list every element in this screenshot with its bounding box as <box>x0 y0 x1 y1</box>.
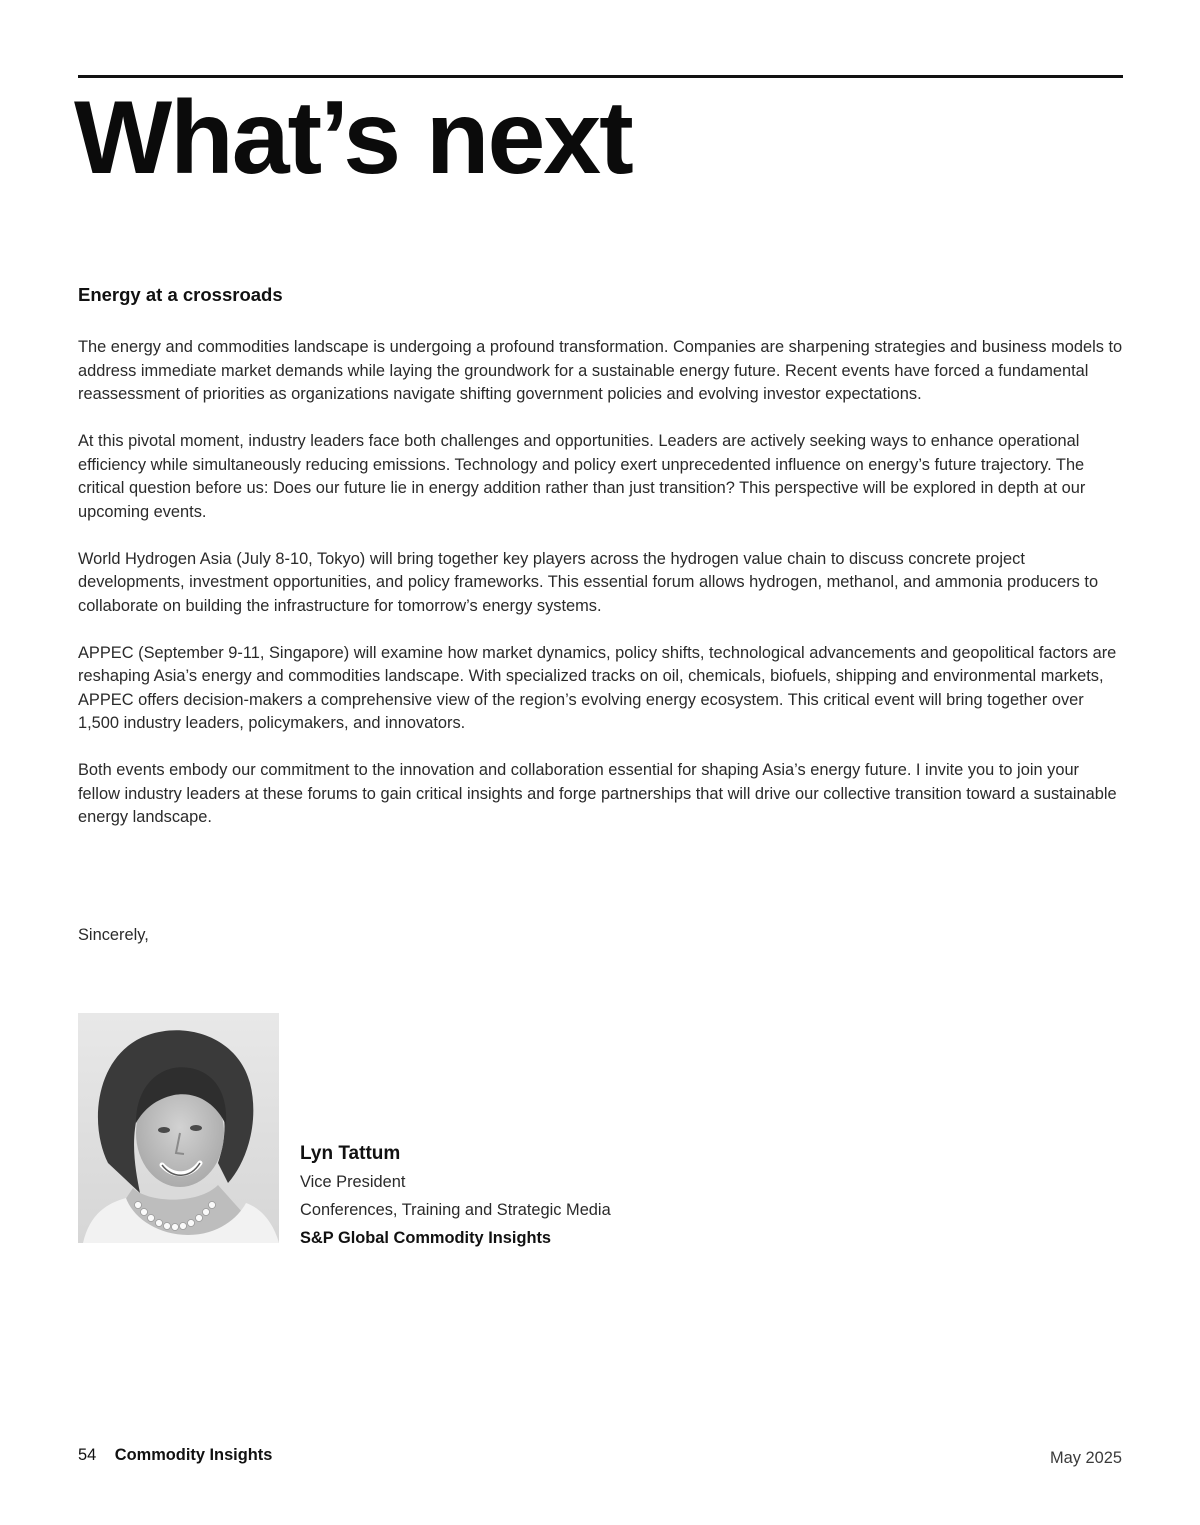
author-company: S&P Global Commodity Insights <box>300 1229 552 1247</box>
article-paragraph: World Hydrogen Asia (July 8-10, Tokyo) will bring together key players across the hydrogen value chain to discuss concrete project developments, investment opportunities, and policy frameworks. This essential forum allows hydrogen, methanol, and ammonia producers to collaborate on building the infrastructure for tomorrow’s energy systems. <box>78 549 1099 615</box>
page-footer <box>78 1444 272 1466</box>
article-body <box>78 336 1123 853</box>
article-paragraph: Both events embody our commitment to the innovation and collaboration essential for shaping Asia’s energy future. I invite you to join your fellow industry leaders at these forums to gain critical insights and forge partnerships that will drive our collective transition toward a sustainable energy landscape. <box>78 761 1117 826</box>
publication-date: May 2025 <box>1050 1449 1122 1467</box>
signature-block <box>300 1140 611 1252</box>
author-title: Vice President <box>300 1173 406 1191</box>
page-title: What’s next <box>74 80 632 196</box>
section-heading: Energy at a crossroads <box>78 284 283 305</box>
author-portrait <box>78 1013 279 1243</box>
article-paragraph: At this pivotal moment, industry leaders face both challenges and opportunities. Leaders are actively seeking ways to enhance operational efficiency while simultaneously reducing emissions. Technology and policy exert unprecedented influence on energy’s future trajectory. The critical question before us: Does our future lie in energy addition rather than just transition? This perspective will be explored in depth at our upcoming events. <box>78 432 1086 521</box>
page-number: 54 <box>78 1446 97 1464</box>
article-paragraph: The energy and commodities landscape is undergoing a profound transformation. Companies are sharpening strategies and business models to address immediate market demands while laying the groundwork for a sustainable energy future. Recent events have forced a fundamental reassessment of priorities as organizations navigate shifting government policies and evolving investor expectations. <box>78 338 1123 403</box>
author-name: Lyn Tattum <box>300 1143 401 1164</box>
author-department: Conferences, Training and Strategic Media <box>300 1201 611 1219</box>
publication-name: Commodity Insights <box>114 1446 273 1464</box>
closing-salutation: Sincerely, <box>78 926 149 944</box>
article-paragraph: APPEC (September 9-11, Singapore) will examine how market dynamics, policy shifts, technological advancements and geopolitical factors are reshaping Asia’s energy and commodities landscape. With specialized tracks on oil, chemicals, biofuels, shipping and environmental markets, APPEC offers decision-makers a comprehensive view of the region’s evolving energy ecosystem. This critical event will bring together over 1,500 industry leaders, policymakers, and innovators. <box>78 643 1117 732</box>
